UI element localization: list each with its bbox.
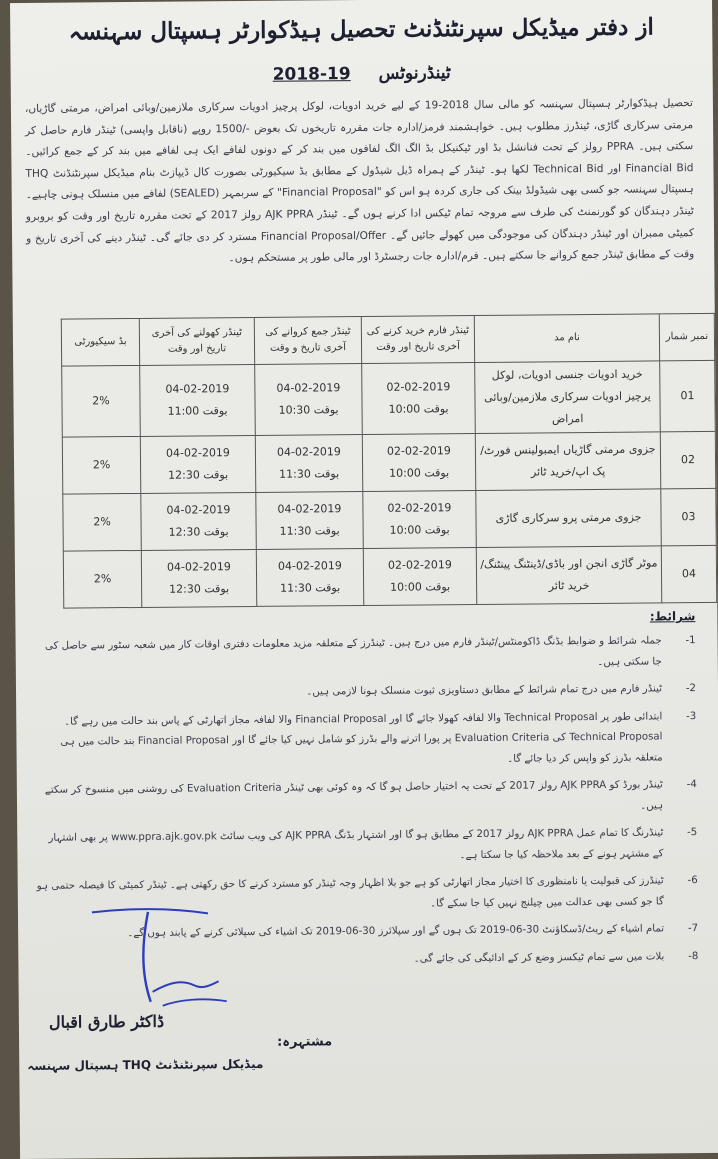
cell-security: 2% xyxy=(62,436,140,494)
submit-date: 04-02-2019 xyxy=(276,381,341,395)
intro-paragraph: تحصیل ہیڈکوارٹر ہسپتال سہنسہ کو مالی سال 2018-19 کے لیے خرید ادویات، لوکل پرچیز ادویات سرکاری ملازمین/وبائی امراض، مرمتی گاڑیاں، مرمتی سرکاری گاڑی، ٹینڈرز مطلوب ہیں۔ خواہشمند فرمز/ادارہ جات مقررہ تاریخوں تک بعوض -/1500 روپے (ناقابل واپسی) ٹینڈر فارم حاصل کر سکتی ہیں۔ PPRA رولز کے تحت فنانشل بڈ اور ٹیکنیکل بڈ الگ الگ لفافوں میں بند کر کے دونوں لفافے ایک ہی لفافے میں بند کر کے جمع کرائیں۔ Financial Bid اور Technical Bid لکھا ہو۔ ٹینڈر کے ہمراہ ڈیل شیڈول کے مطابق بڈ سیکیورٹی بصورت کال ڈیپازٹ بنام میڈیکل سپرنٹنڈنٹ THQ ہسپتال سہنسہ جو کسی بھی شیڈولڈ بینک کی جاری کردہ ہو اس کو "Financial Proposal" کے سربمہر (SEALED) لفافے میں منسلک ہونی چاہیے۔ ٹینڈر دہندگان کو گورنمنٹ کی طرف سے مروجہ تمام ٹیکس ادا کرنے ہوں گے۔ ٹینڈر AJK PPRA رولز 2017 کے تحت مقررہ تاریخ اور وقت کو بروبرو کمیٹی ممبران اور ٹینڈر دہندگان کی موجودگی میں کھولے جائیں گے۔ Financial Proposal/Offer مسترد کر دی جائے گی۔ ٹینڈر دینے کی آخری تاریخ و وقت کے مطابق ٹینڈر جمع کروانے جا سکتے ہیں۔ فرم/ادارہ جات رجسٹرڈ اور مالی طور پر مستحکم ہوں۔ xyxy=(24,97,695,265)
open-time: بوقت 12:30 xyxy=(168,525,229,539)
cell-serial: 04 xyxy=(661,545,716,602)
header-submit: ٹینڈر جمع کروانے کی آخری تاریخ و وقت xyxy=(254,317,361,365)
cell-purchase xyxy=(363,548,476,606)
cell-security: 2% xyxy=(62,365,141,437)
item-marker: -2 xyxy=(685,683,697,695)
table-header-row xyxy=(61,313,714,366)
item-marker: -5 xyxy=(687,827,698,839)
table-row xyxy=(63,545,716,608)
table-row xyxy=(62,431,715,494)
cell-serial: 03 xyxy=(661,488,716,545)
cell-item: جزوی مرمتی گاڑیاں ایمبولینس فورٹ/پک اپ/خرید ٹائر xyxy=(475,432,660,491)
submit-date: 04-02-2019 xyxy=(277,559,342,573)
list-item xyxy=(34,631,696,678)
open-date: 04-02-2019 xyxy=(166,503,231,517)
cell-open xyxy=(140,435,255,493)
header-item: نام مد xyxy=(474,314,659,363)
item-text: ٹینڈرز کی قبولیت یا نامنظوری کا اختیار مجاز اتھارٹی کو ہے جو بلا اظہار وجہ ٹینڈر کو مسترد کرنے کا حق رکھتی ہے۔ ٹینڈر کمیٹی کا فیصلہ حتمی ہو گا جو کسی بھی عدالت میں چیلنج نہیں کیا جا سکے گا۔ xyxy=(36,875,664,909)
submit-time: بوقت 10:30 xyxy=(278,403,339,417)
fiscal-year: 2018-19 xyxy=(272,64,351,85)
item-text: ٹینڈر فارم میں درج تمام شرائط کے مطابق دستاویزی ثبوت منسلک ہونا لازمی ہیں۔ xyxy=(306,683,663,698)
list-item xyxy=(34,679,696,705)
cell-item: موٹر گاڑی انجن اور باڈی/ڈینٹنگ پینٹنگ/خرید ٹائر xyxy=(476,546,661,605)
header-open: ٹینڈر کھولنے کی آخری تاریخ اور وقت xyxy=(139,317,254,365)
list-item xyxy=(34,707,697,774)
purchase-time: بوقت 10:00 xyxy=(388,402,449,416)
open-date: 04-02-2019 xyxy=(165,446,230,460)
submit-date: 04-02-2019 xyxy=(276,445,341,459)
submit-time: بوقت 11:30 xyxy=(280,581,341,595)
item-marker: -3 xyxy=(686,710,697,722)
submit-time: بوقت 11:30 xyxy=(279,467,340,481)
purchase-time: بوقت 10:00 xyxy=(389,466,450,480)
open-date: 04-02-2019 xyxy=(165,382,230,396)
cell-submit xyxy=(255,435,362,493)
cell-submit xyxy=(256,549,363,607)
purchase-time: بوقت 10:00 xyxy=(390,580,451,594)
item-text: جملہ شرائط و ضوابط بڈنگ ڈاکومنٹس/ٹینڈر فارم میں درج ہیں۔ ٹینڈرز کے متعلقہ مزید معلومات دفتری اوقات کار میں شعبہ سٹور سے حاصل کی جا سکتی ہیں۔ xyxy=(44,635,662,668)
cell-item: خرید ادویات جنسی ادویات، لوکل پرچیز ادویات سرکاری ملازمین/وبائی امراض xyxy=(475,361,661,434)
table-row xyxy=(62,360,716,437)
cell-serial: 01 xyxy=(660,360,716,431)
submit-date: 04-02-2019 xyxy=(277,502,342,516)
item-text: بلات میں سے تمام ٹیکسز وضع کر کے ادائیگی کی جائے گی۔ xyxy=(413,950,665,965)
signatory-designation: میڈیکل سپرنٹنڈنٹ THQ ہسپتال سہنسہ xyxy=(27,1056,264,1073)
cell-submit xyxy=(256,492,363,550)
header-security: بڈ سیکیورٹی xyxy=(61,318,139,366)
tender-notice-paper xyxy=(10,0,718,1159)
open-time: بوقت 11:00 xyxy=(167,404,228,418)
item-marker: -8 xyxy=(688,950,699,962)
open-time: بوقت 12:30 xyxy=(168,468,229,482)
handwritten-signature-icon xyxy=(78,901,259,1023)
cell-purchase xyxy=(362,434,475,492)
cell-open xyxy=(140,364,256,436)
cell-purchase xyxy=(363,491,476,549)
cell-open xyxy=(141,492,256,550)
notice-word: ٹینڈرنوٹس xyxy=(378,63,451,84)
cell-submit xyxy=(255,364,363,436)
open-date: 04-02-2019 xyxy=(166,560,231,574)
cell-security: 2% xyxy=(63,493,141,551)
cell-item: جزوی مرمتی پرو سرکاری گاڑی xyxy=(476,489,661,548)
purchase-time: بوقت 10:00 xyxy=(389,523,450,537)
open-time: بوقت 12:30 xyxy=(169,582,230,596)
signatory-name: ڈاکٹر طارق اقبال xyxy=(48,1011,165,1032)
cell-serial: 02 xyxy=(660,431,715,488)
conditions-title: شرائط: xyxy=(649,609,696,624)
advertiser-label: مشتہرہ: xyxy=(277,1034,333,1050)
purchase-date: 02-02-2019 xyxy=(386,444,451,458)
list-item xyxy=(35,823,697,870)
purchase-date: 02-02-2019 xyxy=(387,558,452,572)
cell-open xyxy=(141,549,256,607)
item-text: تمام اشیاء کے ریٹ/ڈسکاؤنٹ 30-06-2019 تک ہوں گے اور سپلائرز 30-06-2019 تک اشیاء کی سپلائی کرنے کے پابند ہوں گے۔ xyxy=(127,923,665,940)
item-marker: -6 xyxy=(687,875,698,887)
cell-security: 2% xyxy=(63,550,141,608)
office-title: از دفتر میڈیکل سپرنٹنڈنٹ تحصیل ہیڈکوارٹر ہسپتال سہنسہ xyxy=(68,13,654,46)
item-text: ٹینڈر بورڈ کو AJK PPRA رولز 2017 کے تحت یہ اختیار حاصل ہو گا کہ وہ کوئی بھی ٹینڈر Evaluation Criteria کی روشنی میں منسوخ کر سکتے ہیں۔ xyxy=(44,779,664,812)
item-text: ابتدائی طور پر Technical Proposal والا لفافہ کھولا جائے گا اور Financial Proposal والا لفافہ مجاز اتھارٹی کے پاس بند حالت میں رہے گا۔ Technical Proposal کی Evaluation Criteria پر پورا اترنے والے بڈرز کو شامل نہیں کیا جائے گا اور Financial Proposal بند حالت میں ہی متعلقہ بڈرز کو واپس کر دیا جائے گا۔ xyxy=(60,710,663,765)
notice-heading xyxy=(11,61,713,87)
item-text: ٹینڈرنگ کا تمام عمل AJK PPRA رولز 2017 کے مطابق ہو گا اور اشتہار بڈنگ AJK PPRA کی ویب سائٹ www.ppra.ajk.gov.pk پر بھی اشتہار کے مشتہر ہونے کے بعد ملاحظہ کیا جا سکتا ہے۔ xyxy=(48,827,664,861)
item-marker: -1 xyxy=(685,635,696,647)
header-serial: نمبر شمار xyxy=(659,313,714,360)
item-marker: -7 xyxy=(687,923,699,935)
item-marker: -4 xyxy=(686,779,697,791)
purchase-date: 02-02-2019 xyxy=(387,501,452,515)
header-purchase: ٹینڈر فارم خرید کرنے کی آخری تاریخ اور وقت xyxy=(361,316,474,364)
tender-schedule-table xyxy=(61,313,718,609)
purchase-date: 02-02-2019 xyxy=(386,380,451,394)
table-row xyxy=(63,488,716,551)
list-item xyxy=(35,775,697,822)
submit-time: بوقت 11:30 xyxy=(279,524,340,538)
cell-purchase xyxy=(362,363,476,435)
